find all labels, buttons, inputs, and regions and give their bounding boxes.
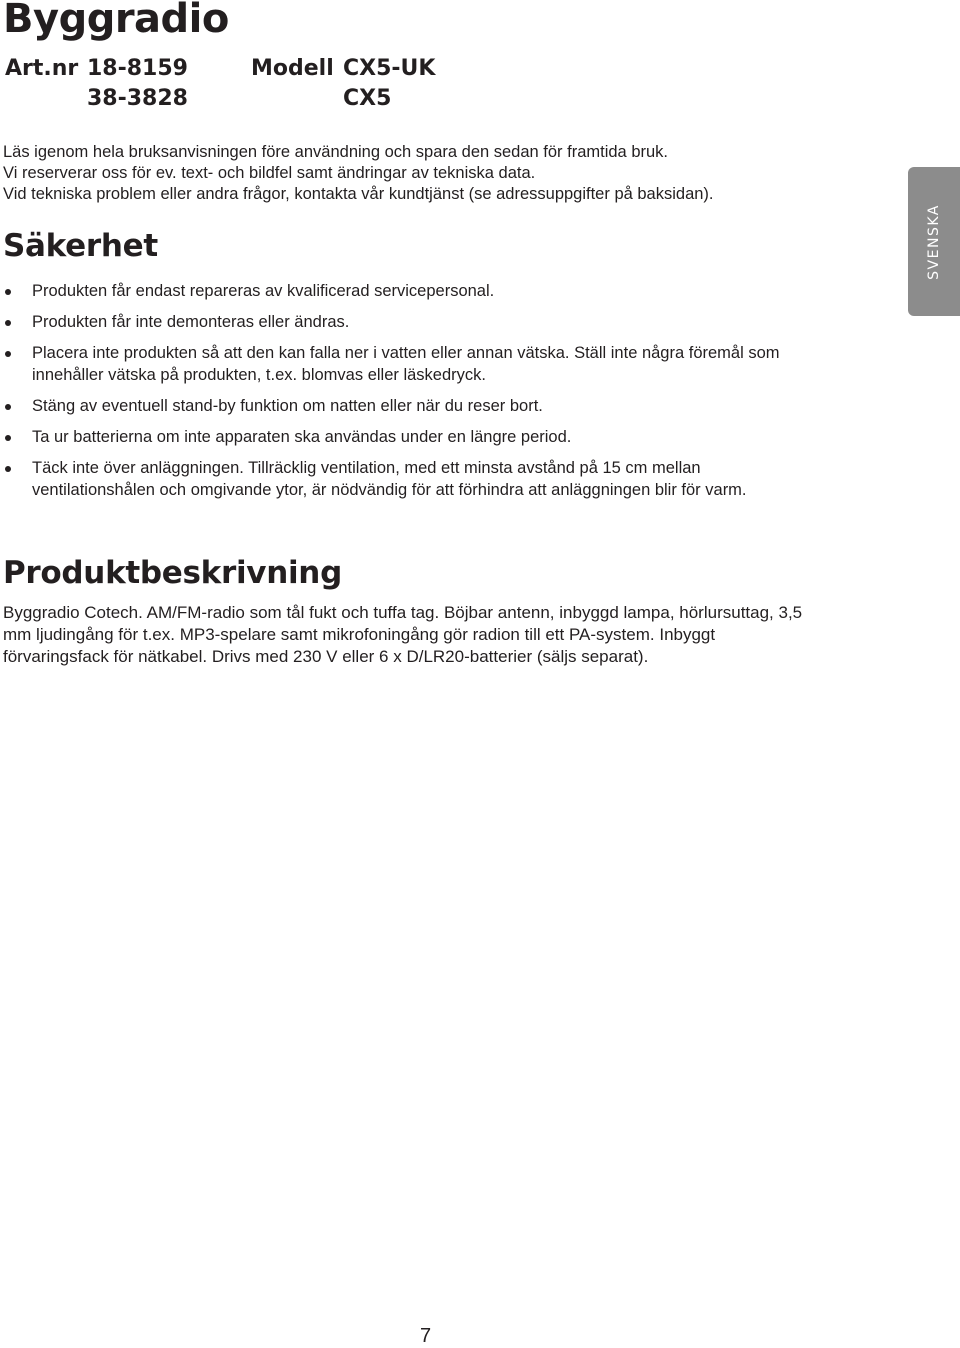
model-2: CX5 xyxy=(343,86,392,111)
safety-item xyxy=(0,342,792,386)
art-number-1: 18-8159 xyxy=(87,56,188,81)
document-title: Byggradio xyxy=(3,0,229,42)
bullet-icon xyxy=(5,351,11,357)
intro-line: Läs igenom hela bruksanvisningen före användning och spara den sedan för framtida bruk. xyxy=(3,143,669,161)
safety-item xyxy=(0,311,900,333)
intro-line: Vi reserverar oss för ev. text- och bildfel samt ändringar av tekniska data. xyxy=(3,164,536,182)
language-tab-label: SVENSKA xyxy=(926,203,942,280)
safety-item-text: Stäng av eventuell stand-by funktion om natten eller när du reser bort. xyxy=(32,397,543,415)
product-heading: Produktbeskrivning xyxy=(3,555,342,591)
intro-line: Vid tekniska problem eller andra frågor, kontakta vår kundtjänst (se adressuppgifter på baksidan). xyxy=(3,185,714,203)
safety-item-text: Produkten får endast repareras av kvalificerad servicepersonal. xyxy=(32,282,495,300)
safety-item-text: Produkten får inte demonteras eller ändras. xyxy=(32,313,350,331)
page-number: 7 xyxy=(420,1325,432,1347)
safety-item xyxy=(0,426,900,448)
safety-list xyxy=(0,280,900,510)
safety-item-text: Ta ur batterierna om inte apparaten ska användas under en längre period. xyxy=(32,428,572,446)
safety-item xyxy=(0,457,812,501)
safety-heading: Säkerhet xyxy=(3,228,158,264)
language-tab xyxy=(908,167,960,316)
art-number-label: Art.nr xyxy=(5,56,79,81)
bullet-icon xyxy=(5,435,11,441)
model-label: Modell xyxy=(251,56,334,81)
safety-item xyxy=(0,395,900,417)
product-description: Byggradio Cotech. AM/FM-radio som tål fukt och tuffa tag. Böjbar antenn, inbyggd lampa, hörlursuttag, 3,5 mm ljudingång för t.ex. MP3-spelare samt mikrofoningång gör radion till ett PA-system. Inbyggt förvaringsfack för nätkabel. Drivs med 230 V eller 6 x D/LR20-batterier (säljs separat). xyxy=(3,603,803,666)
art-number-2: 38-3828 xyxy=(87,86,188,111)
bullet-icon xyxy=(5,289,11,295)
safety-item-text: Placera inte produkten så att den kan falla ner i vatten eller annan vätska. Ställ inte några föremål som innehåller vätska på produkten, t.ex. blomvas eller läskedryck. xyxy=(32,344,780,384)
intro-text xyxy=(3,142,903,205)
bullet-icon xyxy=(5,466,11,472)
model-1: CX5-UK xyxy=(343,56,436,81)
safety-item xyxy=(0,280,900,302)
safety-item-text: Täck inte över anläggningen. Tillräcklig ventilation, med ett minsta avstånd på 15 cm mellan ventilationshålen och omgivande ytor, är nödvändig för att förhindra att anläggningen blir för varm. xyxy=(32,459,747,499)
bullet-icon xyxy=(5,404,11,410)
bullet-icon xyxy=(5,320,11,326)
